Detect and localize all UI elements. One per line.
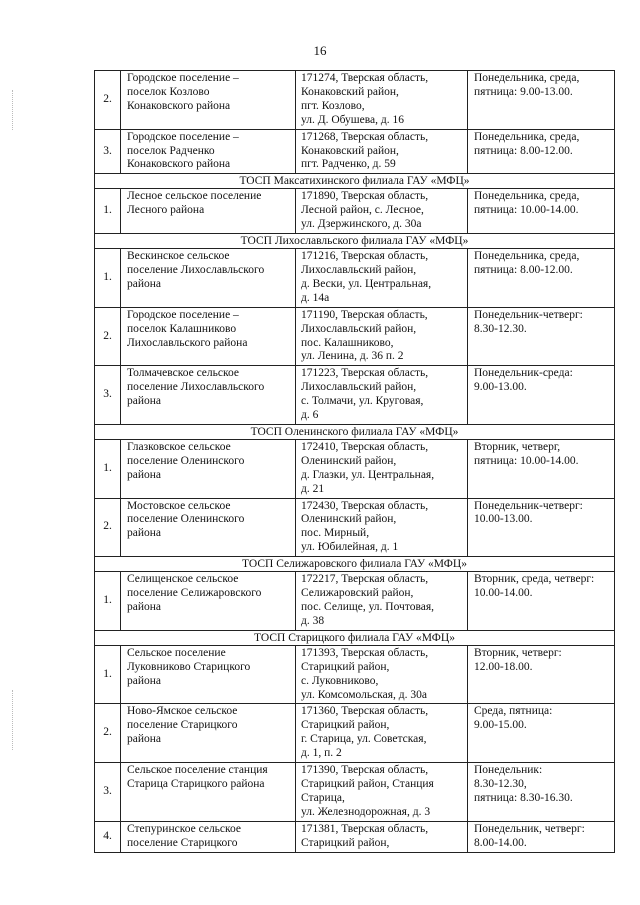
address-line: Старицкий район, Станция — [301, 777, 434, 790]
hours-line: пятница: 10.00-14.00. — [474, 204, 579, 217]
settlement-name-line: поселение Оленинского — [127, 454, 245, 467]
address-cell — [296, 498, 468, 557]
address-cell — [296, 821, 468, 852]
section-header-row — [95, 234, 615, 249]
settlement-name-line: поселение Лихославльского — [127, 381, 265, 394]
settlement-name-line: Вескинское сельское — [127, 250, 230, 263]
page-number: 16 — [313, 43, 327, 58]
address-line: Старицкий район, — [301, 836, 390, 849]
row-number: 4. — [95, 821, 121, 852]
table-row — [95, 821, 615, 852]
address-line: д. 38 — [301, 614, 325, 627]
row-number: 3. — [95, 129, 121, 174]
hours-line: Понедельник, четверг: — [474, 822, 585, 835]
settlement-name-line: Лихославльского района — [127, 336, 248, 349]
settlement-name-cell — [121, 71, 296, 130]
settlement-name-line: Городское поселение – — [127, 72, 239, 84]
settlement-name-line: поселение Старицкого — [127, 719, 238, 732]
hours-cell — [468, 307, 615, 366]
hours-line: пятница: 8.30-16.30. — [474, 791, 573, 804]
address-line: пгт. Радченко, д. 59 — [301, 158, 396, 171]
settlement-name-cell — [121, 498, 296, 557]
settlement-name-cell — [121, 307, 296, 366]
settlement-name-line: поселение Старицкого — [127, 836, 238, 849]
address-cell — [296, 704, 468, 763]
settlement-name-line: Мостовское сельское — [127, 499, 231, 512]
address-line: д. Вески, ул. Центральная, — [301, 277, 432, 290]
address-line: д. 14а — [301, 291, 330, 304]
address-line: 171274, Тверская область, — [301, 72, 429, 84]
hours-cell — [468, 572, 615, 631]
address-line: 171381, Тверская область, — [301, 822, 429, 835]
address-cell — [296, 71, 468, 130]
settlement-name-line: поселок Радченко — [127, 144, 215, 157]
hours-cell — [468, 71, 615, 130]
hours-line: Понедельника, среда, — [474, 190, 580, 203]
address-line: г. Старица, ул. Советская, — [301, 733, 427, 746]
hours-cell — [468, 645, 615, 704]
table-row — [95, 763, 615, 822]
settlement-name-cell — [121, 821, 296, 852]
hours-line: Вторник, четверг, — [474, 440, 561, 453]
settlement-name-line: района — [127, 674, 162, 687]
settlement-name-line: Сельское поселение станция — [127, 764, 268, 777]
settlement-name-cell — [121, 572, 296, 631]
settlement-name-line: Степуринское сельское — [127, 822, 242, 835]
address-cell — [296, 129, 468, 174]
address-line: 171216, Тверская область, — [301, 250, 429, 263]
table-row — [95, 249, 615, 308]
row-number: 3. — [95, 763, 121, 822]
address-line: Лихославльский район, — [301, 322, 417, 335]
address-cell — [296, 249, 468, 308]
address-line: 171393, Тверская область, — [301, 646, 429, 659]
address-line: ул. Дзержинского, д. 30а — [301, 218, 422, 231]
hours-line: Понедельник-четверг: — [474, 308, 583, 321]
hours-line: 9.00-15.00. — [474, 719, 527, 732]
settlement-name-line: района — [127, 395, 162, 408]
table-row — [95, 645, 615, 704]
hours-line: 9.00-13.00. — [474, 381, 527, 394]
row-number: 1. — [95, 572, 121, 631]
address-line: пос. Мирный, — [301, 527, 370, 540]
hours-line: пятница: 10.00-14.00. — [474, 454, 579, 467]
settlement-name-cell — [121, 189, 296, 234]
section-title: ТОСП Лихославльского филиала ГАУ «МФЦ» — [95, 234, 615, 249]
address-cell — [296, 189, 468, 234]
hours-cell — [468, 704, 615, 763]
section-header-row — [95, 174, 615, 189]
row-number: 2. — [95, 704, 121, 763]
address-line: ул. Юбилейная, д. 1 — [301, 541, 399, 554]
address-line: 171390, Тверская область, — [301, 764, 429, 777]
settlement-name-line: Глазковское сельское — [127, 440, 231, 453]
hours-line: 10.00-14.00. — [474, 587, 533, 600]
hours-line: Вторник, четверг: — [474, 646, 562, 659]
hours-line: 8.30-12.30, — [474, 777, 527, 790]
row-number: 2. — [95, 498, 121, 557]
settlement-name-line: Городское поселение – — [127, 130, 239, 143]
table-body — [95, 71, 615, 853]
address-line: ул. Комсомольская, д. 30а — [301, 688, 428, 701]
section-header-row — [95, 557, 615, 572]
table-row — [95, 704, 615, 763]
address-line: Лихославльский район, — [301, 381, 417, 394]
settlement-name-line: Конаковского района — [127, 158, 231, 171]
table-row — [95, 498, 615, 557]
settlement-name-line: поселок Калашниково — [127, 322, 237, 335]
address-line: д. 1, п. 2 — [301, 747, 342, 760]
hours-cell — [468, 763, 615, 822]
table-row — [95, 572, 615, 631]
address-line: пос. Селище, ул. Почтовая, — [301, 601, 435, 613]
address-cell — [296, 763, 468, 822]
address-cell — [296, 645, 468, 704]
margin-dots — [12, 90, 14, 130]
section-title: ТОСП Старицкого филиала ГАУ «МФЦ» — [95, 630, 615, 645]
hours-cell — [468, 249, 615, 308]
hours-line: Понедельник-четверг: — [474, 499, 583, 512]
table-row — [95, 366, 615, 425]
address-line: д. 21 — [301, 482, 325, 495]
section-header-row — [95, 630, 615, 645]
table-row — [95, 189, 615, 234]
hours-cell — [468, 439, 615, 498]
address-line: Старица, — [301, 791, 345, 804]
hours-line: пятница: 8.00-12.00. — [474, 263, 573, 276]
hours-cell — [468, 498, 615, 557]
table-row — [95, 129, 615, 174]
settlement-name-cell — [121, 645, 296, 704]
address-line: Конаковский район, — [301, 144, 399, 157]
hours-line: Понедельник: — [474, 764, 543, 777]
address-line: 172430, Тверская область, — [301, 499, 429, 512]
hours-cell — [468, 129, 615, 174]
row-number: 2. — [95, 71, 121, 130]
hours-line: 8.00-14.00. — [474, 836, 527, 849]
address-cell — [296, 366, 468, 425]
settlement-name-cell — [121, 366, 296, 425]
hours-line: Вторник, среда, четверг: — [474, 573, 595, 586]
settlement-name-cell — [121, 249, 296, 308]
settlement-name-line: Селищенское сельское — [127, 573, 239, 586]
address-cell — [296, 572, 468, 631]
settlement-name-line: района — [127, 527, 162, 540]
hours-line: Понедельника, среда, — [474, 72, 580, 84]
settlement-name-line: района — [127, 733, 162, 746]
section-title: ТОСП Оленинского филиала ГАУ «МФЦ» — [95, 424, 615, 439]
address-cell — [296, 439, 468, 498]
settlement-name-cell — [121, 763, 296, 822]
settlement-name-line: Толмачевское сельское — [127, 367, 240, 380]
hours-line: Понедельника, среда, — [474, 250, 580, 263]
address-line: Селижаровский район, — [301, 587, 414, 600]
address-line: Старицкий район, — [301, 719, 390, 732]
row-number: 1. — [95, 439, 121, 498]
table-row — [95, 307, 615, 366]
settlement-name-line: Городское поселение – — [127, 308, 239, 321]
section-header-row — [95, 424, 615, 439]
settlement-name-line: Ново-Ямское сельское — [127, 705, 238, 718]
address-line: 171223, Тверская область, — [301, 367, 429, 380]
settlement-name-line: района — [127, 468, 162, 481]
address-line: ул. Железнодорожная, д. 3 — [301, 805, 431, 818]
address-line: ул. Ленина, д. 36 п. 2 — [301, 350, 404, 363]
settlement-name-line: Конаковского района — [127, 99, 231, 112]
address-cell — [296, 307, 468, 366]
hours-line: 12.00-18.00. — [474, 660, 533, 673]
hours-cell — [468, 189, 615, 234]
address-line: Лихославльский район, — [301, 263, 417, 276]
row-number: 1. — [95, 249, 121, 308]
table-row — [95, 71, 615, 130]
address-line: 171190, Тверская область, — [301, 308, 428, 321]
section-title: ТОСП Максатихинского филиала ГАУ «МФЦ» — [95, 174, 615, 189]
hours-cell — [468, 821, 615, 852]
settlement-name-line: района — [127, 277, 162, 290]
hours-line: Понедельника, среда, — [474, 130, 580, 143]
address-line: Конаковский район, — [301, 85, 399, 98]
address-line: с. Толмачи, ул. Круговая, — [301, 395, 424, 408]
margin-dots — [12, 690, 14, 750]
settlement-name-line: поселок Козлово — [127, 85, 210, 98]
address-line: ул. Д. Обушева, д. 16 — [301, 113, 404, 126]
settlement-name-cell — [121, 439, 296, 498]
address-line: с. Луковниково, — [301, 674, 379, 687]
address-line: д. Глазки, ул. Центральная, — [301, 468, 435, 481]
settlement-name-line: Лесное сельское поселение — [127, 190, 262, 203]
settlement-name-line: Луковниково Старицкого — [127, 660, 251, 673]
hours-cell — [468, 366, 615, 425]
address-line: 172410, Тверская область, — [301, 440, 429, 453]
address-line: 171890, Тверская область, — [301, 190, 429, 203]
row-number: 2. — [95, 307, 121, 366]
hours-line: Понедельник-среда: — [474, 367, 573, 380]
hours-line: пятница: 8.00-12.00. — [474, 144, 573, 157]
address-line: пос. Калашниково, — [301, 336, 394, 349]
row-number: 1. — [95, 645, 121, 704]
table-row — [95, 439, 615, 498]
settlement-name-line: Сельское поселение — [127, 646, 226, 659]
settlement-name-cell — [121, 129, 296, 174]
hours-line: 8.30-12.30. — [474, 322, 527, 335]
section-title: ТОСП Селижаровского филиала ГАУ «МФЦ» — [95, 557, 615, 572]
hours-line: Среда, пятница: — [474, 705, 553, 718]
settlement-name-line: района — [127, 601, 162, 613]
settlement-name-line: поселение Оленинского — [127, 513, 245, 526]
row-number: 1. — [95, 189, 121, 234]
settlement-name-line: поселение Лихославльского — [127, 263, 265, 276]
settlement-name-line: поселение Селижаровского — [127, 587, 262, 600]
address-line: Старицкий район, — [301, 660, 390, 673]
address-line: 171268, Тверская область, — [301, 130, 429, 143]
mfc-offices-table-wrapper — [94, 70, 614, 853]
address-line: Лесной район, с. Лесное, — [301, 204, 424, 217]
address-line: Оленинский район, — [301, 513, 397, 526]
address-line: д. 6 — [301, 409, 319, 422]
settlement-name-cell — [121, 704, 296, 763]
address-line: пгт. Козлово, — [301, 99, 365, 112]
address-line: Оленинский район, — [301, 454, 397, 467]
address-line: 171360, Тверская область, — [301, 705, 429, 718]
address-line: 172217, Тверская область, — [301, 573, 429, 586]
settlement-name-line: Лесного района — [127, 204, 205, 217]
row-number: 3. — [95, 366, 121, 425]
settlement-name-line: Старица Старицкого района — [127, 777, 265, 790]
hours-line: пятница: 9.00-13.00. — [474, 85, 573, 98]
mfc-offices-table — [94, 70, 615, 853]
hours-line: 10.00-13.00. — [474, 513, 533, 526]
